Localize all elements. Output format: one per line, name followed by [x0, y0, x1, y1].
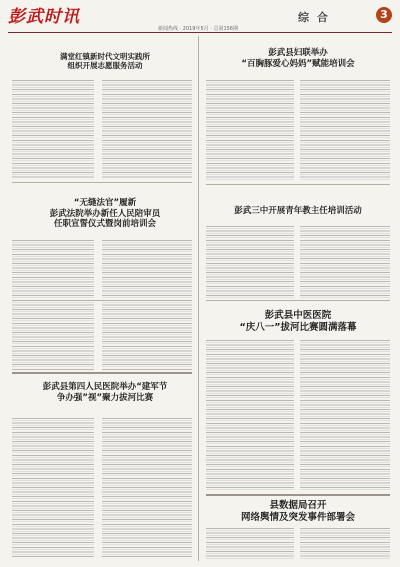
article-body	[102, 240, 192, 370]
article-body	[206, 340, 294, 490]
section-divider	[206, 300, 390, 301]
article-body	[206, 528, 294, 560]
article-body	[300, 528, 390, 560]
article-body	[300, 340, 390, 490]
section-label: 综 合	[298, 11, 330, 24]
column-divider	[198, 36, 199, 561]
newspaper-logo: 彭武时讯	[8, 7, 80, 27]
section-divider	[206, 494, 390, 496]
article-body	[300, 80, 390, 180]
article-body	[12, 418, 94, 558]
section-divider	[12, 182, 192, 183]
masthead	[8, 8, 392, 30]
article-headline: 彭武县第四人民医院举办“建军节 争办强”视”聚力拔河比赛	[42, 382, 168, 403]
article-body	[102, 418, 192, 558]
section-divider	[12, 300, 192, 301]
article-headline: 彭武三中开展青年教主任培训活动	[234, 206, 362, 216]
article-headline: “无缝法官”履新 彭武法院举办新任人民陪审员 任职宣誓仪式暨岗前培训会	[49, 198, 161, 230]
article-body	[102, 80, 192, 178]
masthead-rule	[8, 32, 392, 33]
article-body	[12, 240, 94, 370]
section-divider	[12, 372, 192, 374]
section-divider	[206, 184, 390, 185]
article-body	[206, 80, 294, 180]
article-headline: 彭武县中医医院 “庆八一”拔河比赛圆满落幕	[239, 310, 357, 333]
article-body	[206, 226, 294, 298]
article-body	[300, 226, 390, 298]
page-number-badge: 3	[376, 7, 392, 23]
article-headline: 满堂红镇新时代文明实践所 组织开展志愿服务活动	[60, 52, 150, 71]
masthead-meta: 新闻热线 · 2019年5月 · 总第156期	[158, 26, 238, 32]
article-body	[12, 80, 94, 178]
article-headline: 县数据局召开 网络舆情及突发事件部署会	[240, 500, 355, 523]
article-headline: 彭武县妇联举办 “百胸豚爱心妈妈”赋能培训会	[241, 48, 355, 69]
